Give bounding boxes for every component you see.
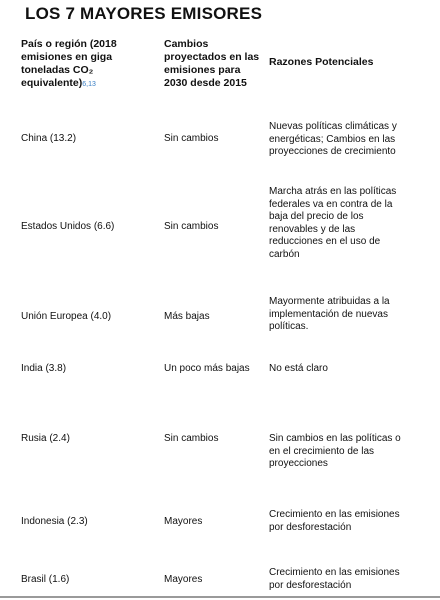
header-projected-change: Cambios proyectados en las emisiones para 2030 desde 2015: [164, 38, 260, 89]
header-country-label: País o región (2018 emisiones en giga toneladas CO₂ equivalente): [21, 38, 117, 89]
row-china-change: Sin cambios: [164, 133, 219, 144]
row-china-reason: Nuevas políticas climáticas y energéticas; Cambios en las proyecciones de crecimiento: [269, 121, 397, 157]
row-usa-country: Estados Unidos (6.6): [21, 221, 115, 232]
row-india-reason: No está claro: [269, 363, 328, 374]
row-usa-reason: Marcha atrás en las políticas federales va en contra de la baja del precio de los renovables y de las reducciones en el uso de carbón: [269, 186, 397, 260]
row-brazil-change: Mayores: [164, 574, 203, 585]
header-country: [21, 38, 151, 91]
bottom-divider: [0, 596, 440, 598]
row-eu-country: Unión Europea (4.0): [21, 311, 112, 322]
row-brazil-reason: Crecimiento en las emisiones por desforestación: [269, 567, 400, 591]
row-india-country: India (3.8): [21, 363, 67, 374]
row-eu-reason: Mayormente atribuidas a la implementación de nuevas políticas.: [269, 296, 390, 332]
row-indonesia-reason: Crecimiento en las emisiones por desforestación: [269, 509, 400, 533]
table-title: LOS 7 MAYORES EMISORES: [25, 4, 263, 23]
row-russia-country: Rusia (2.4): [21, 433, 70, 444]
row-india-change: Un poco más bajas: [164, 363, 250, 374]
header-reasons: Razones Potenciales: [269, 56, 374, 68]
row-usa-change: Sin cambios: [164, 221, 219, 232]
row-eu-change: Más bajas: [164, 311, 210, 322]
header-country-refs: 6,13: [82, 81, 96, 88]
row-indonesia-change: Mayores: [164, 516, 203, 527]
row-russia-change: Sin cambios: [164, 433, 219, 444]
row-brazil-country: Brasil (1.6): [21, 574, 70, 585]
row-china-country: China (13.2): [21, 133, 77, 144]
row-indonesia-country: Indonesia (2.3): [21, 516, 88, 527]
row-russia-reason: Sin cambios en las políticas o en el crecimiento de las proyecciones: [269, 433, 401, 469]
